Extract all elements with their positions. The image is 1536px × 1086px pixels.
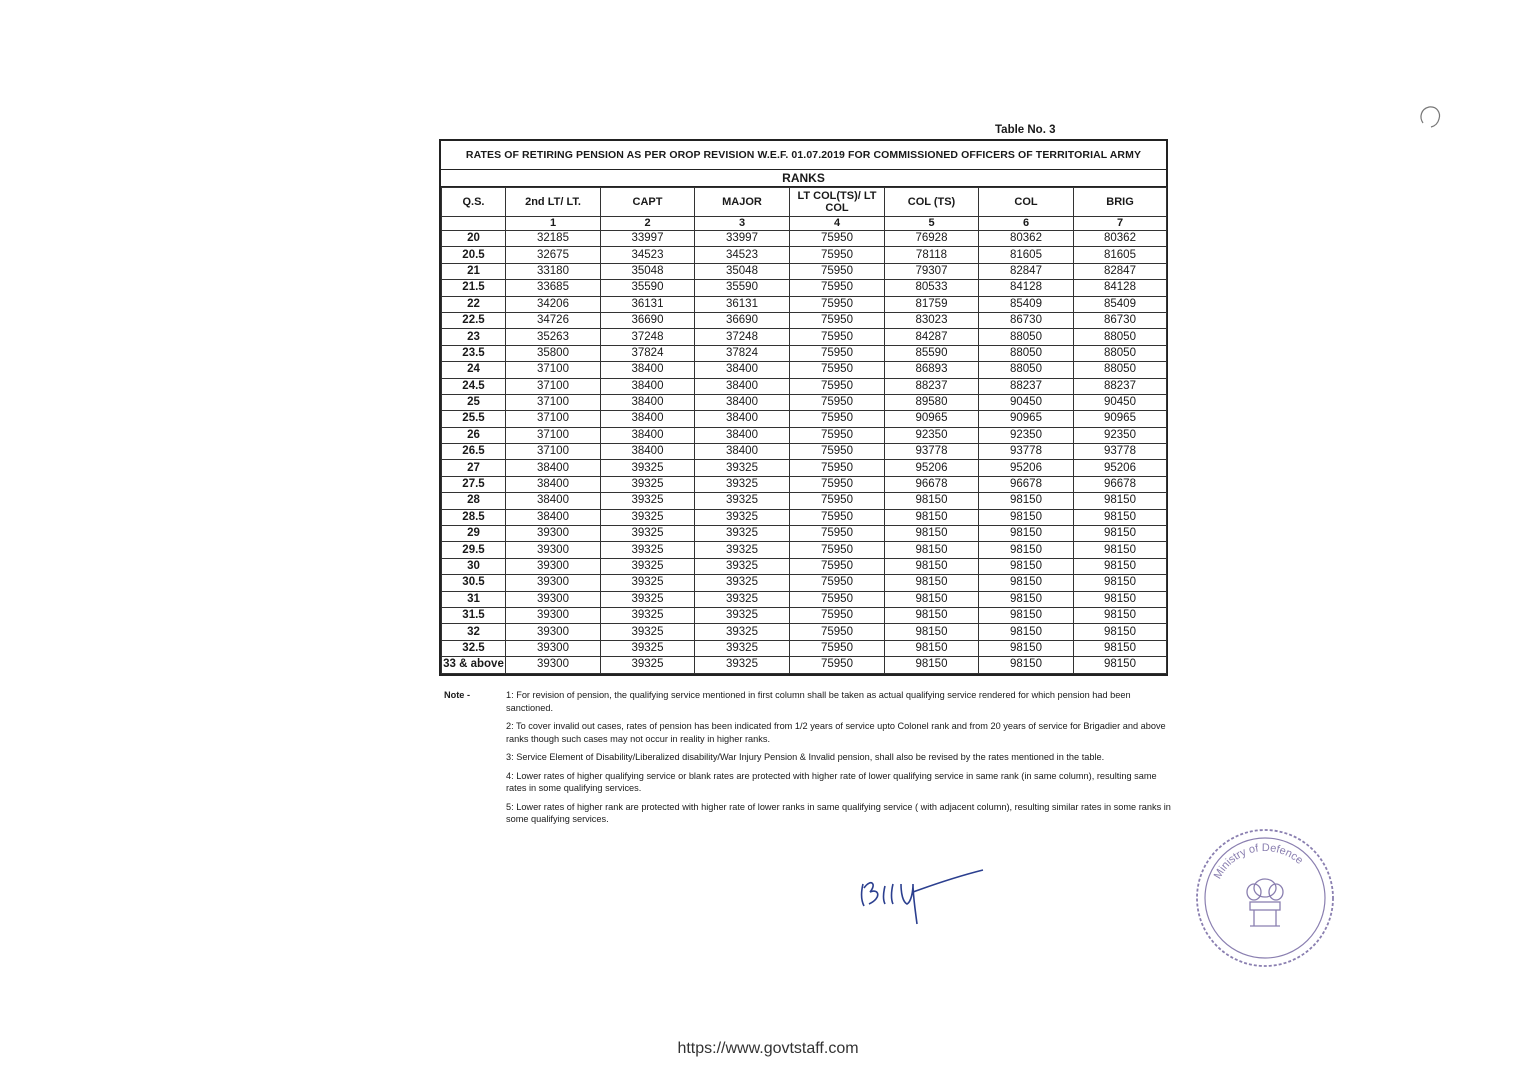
pension-rate-cell: 39300: [506, 575, 601, 591]
pension-rate-cell: 39325: [601, 640, 695, 656]
pension-rate-cell: 33180: [506, 263, 601, 279]
pension-rate-cell: 98150: [885, 526, 979, 542]
pension-rate-cell: 98150: [885, 624, 979, 640]
pension-rate-cell: 39325: [695, 607, 790, 623]
pension-rate-cell: 98150: [885, 657, 979, 673]
pension-rate-cell: 83023: [885, 312, 979, 328]
pension-rate-cell: 88050: [1074, 362, 1167, 378]
pension-rate-cell: 80533: [885, 280, 979, 296]
pension-rate-cell: 38400: [506, 476, 601, 492]
pension-rate-cell: 88237: [1074, 378, 1167, 394]
qualifying-service-cell: 20.5: [442, 247, 506, 263]
pension-rate-cell: 92350: [1074, 427, 1167, 443]
table-row: [442, 460, 1167, 476]
pension-rate-cell: 39325: [601, 526, 695, 542]
pension-rate-cell: 86730: [1074, 312, 1167, 328]
seal-lettering: Ministry of Defence: [1211, 841, 1306, 882]
pension-rate-cell: 75950: [790, 247, 885, 263]
pension-rate-cell: 39325: [695, 624, 790, 640]
column-number: 3: [695, 217, 790, 231]
pension-rate-cell: 81605: [1074, 247, 1167, 263]
pension-rate-cell: 75950: [790, 493, 885, 509]
table-row: [442, 280, 1167, 296]
pension-rate-cell: 75950: [790, 444, 885, 460]
pension-rate-cell: 39300: [506, 624, 601, 640]
pension-rate-cell: 76928: [885, 231, 979, 247]
pension-rate-cell: 38400: [695, 444, 790, 460]
table-title: RATES OF RETIRING PENSION AS PER OROP REVISION W.E.F. 01.07.2019 FOR COMMISSIONED OFFICERS OF TERRITORIAL ARMY: [441, 141, 1166, 170]
official-seal: [1190, 826, 1340, 976]
note-item: 5: Lower rates of higher rank are protected with higher rate of lower ranks in same qualifying service ( with adjacent column), resulting similar rates in some ranks in some qualifying services.: [506, 801, 1171, 824]
pension-rate-cell: 38400: [601, 427, 695, 443]
pension-rate-cell: 81605: [979, 247, 1074, 263]
notes-section: [444, 689, 1174, 832]
pension-rate-cell: 37248: [695, 329, 790, 345]
pension-rate-cell: 39325: [601, 591, 695, 607]
pension-rate-cell: 88237: [885, 378, 979, 394]
pension-rate-cell: 98150: [885, 542, 979, 558]
qualifying-service-cell: 27.5: [442, 476, 506, 492]
pension-rate-cell: 33997: [601, 231, 695, 247]
pension-rate-cell: 75950: [790, 394, 885, 410]
column-number: 1: [506, 217, 601, 231]
pension-rate-cell: 35048: [695, 263, 790, 279]
pension-rate-cell: 38400: [601, 444, 695, 460]
pension-rate-cell: 93778: [1074, 444, 1167, 460]
table-row: [442, 394, 1167, 410]
pension-rate-cell: 36690: [601, 312, 695, 328]
column-number-row: [442, 217, 1167, 231]
pension-rate-cell: 75950: [790, 411, 885, 427]
pension-rate-cell: 98150: [885, 607, 979, 623]
pension-rate-cell: 38400: [695, 427, 790, 443]
pension-rate-cell: 39325: [601, 607, 695, 623]
note-label: Note -: [444, 690, 471, 700]
table-row: [442, 362, 1167, 378]
pension-rate-cell: 88050: [1074, 329, 1167, 345]
pension-rate-cell: 82847: [979, 263, 1074, 279]
pension-rate-cell: 75950: [790, 280, 885, 296]
pension-rate-cell: 98150: [979, 542, 1074, 558]
pension-rate-cell: 75950: [790, 312, 885, 328]
pension-rate-cell: 90965: [885, 411, 979, 427]
qualifying-service-cell: 22: [442, 296, 506, 312]
pension-rate-cell: 80362: [1074, 231, 1167, 247]
pension-rate-cell: 75950: [790, 231, 885, 247]
pension-rate-cell: 37100: [506, 411, 601, 427]
pension-rate-cell: 81759: [885, 296, 979, 312]
pension-rate-cell: 75950: [790, 657, 885, 673]
pension-rate-cell: 33685: [506, 280, 601, 296]
pension-rate-cell: 38400: [601, 362, 695, 378]
emblem-icon: [1247, 879, 1283, 926]
column-header: [790, 188, 885, 217]
pension-rate-cell: 35590: [601, 280, 695, 296]
pension-rate-cell: 39325: [601, 624, 695, 640]
pension-rate-cell: 37824: [695, 345, 790, 361]
pension-rate-cell: 39300: [506, 558, 601, 574]
pension-rate-cell: 39300: [506, 607, 601, 623]
pension-rate-cell: 39325: [695, 657, 790, 673]
pension-rates-table: [441, 187, 1167, 674]
qualifying-service-cell: 25: [442, 394, 506, 410]
qualifying-service-cell: 30: [442, 558, 506, 574]
pension-rate-cell: 98150: [979, 640, 1074, 656]
pension-rate-cell: 98150: [1074, 624, 1167, 640]
column-header: CAPT: [601, 188, 695, 217]
pension-rate-cell: 79307: [885, 263, 979, 279]
table-row: [442, 444, 1167, 460]
pension-rate-cell: 75950: [790, 329, 885, 345]
pension-rate-cell: 75950: [790, 624, 885, 640]
pension-rate-cell: 34523: [695, 247, 790, 263]
table-row: [442, 296, 1167, 312]
pension-rate-cell: 35590: [695, 280, 790, 296]
pension-rate-cell: 88050: [979, 345, 1074, 361]
qualifying-service-cell: 27: [442, 460, 506, 476]
qualifying-service-cell: 21.5: [442, 280, 506, 296]
table-row: [442, 591, 1167, 607]
pension-rate-cell: 39300: [506, 526, 601, 542]
pension-rate-cell: 32675: [506, 247, 601, 263]
pension-rate-cell: 98150: [979, 575, 1074, 591]
note-list: [506, 689, 1174, 826]
pension-rate-cell: 38400: [601, 394, 695, 410]
pension-rate-cell: 95206: [979, 460, 1074, 476]
pension-rate-cell: 84128: [979, 280, 1074, 296]
pension-rate-cell: 75950: [790, 575, 885, 591]
pension-rate-cell: 98150: [885, 509, 979, 525]
qualifying-service-cell: 29: [442, 526, 506, 542]
pension-rate-cell: 75950: [790, 607, 885, 623]
column-header: COL (TS): [885, 188, 979, 217]
qualifying-service-cell: 24: [442, 362, 506, 378]
pension-rate-cell: 84128: [1074, 280, 1167, 296]
pension-rate-cell: 98150: [1074, 558, 1167, 574]
pension-rate-cell: 39325: [601, 476, 695, 492]
pension-rate-cell: 98150: [1074, 640, 1167, 656]
note-item: 2: To cover invalid out cases, rates of pension has been indicated from 1/2 years of service upto Colonel rank and from 20 years of service for Brigadier and above ranks though such cases may not occur in reality in higher ranks.: [506, 721, 1166, 744]
qualifying-service-cell: 24.5: [442, 378, 506, 394]
pension-rate-cell: 75950: [790, 476, 885, 492]
pension-rate-cell: 75950: [790, 509, 885, 525]
table-row: [442, 558, 1167, 574]
pension-rate-cell: 39325: [695, 575, 790, 591]
pension-rate-cell: 75950: [790, 427, 885, 443]
qualifying-service-cell: 26: [442, 427, 506, 443]
column-header: BRIG: [1074, 188, 1167, 217]
pension-rate-cell: 39325: [695, 591, 790, 607]
note-item: 3: Service Element of Disability/Liberalized disability/War Injury Pension & Invalid pension, shall also be revised by the rates mentioned in the table.: [506, 752, 1105, 762]
pension-rate-cell: 96678: [979, 476, 1074, 492]
pension-rate-cell: 98150: [1074, 591, 1167, 607]
pension-rate-cell: 39325: [601, 575, 695, 591]
pension-rate-cell: 98150: [885, 591, 979, 607]
pension-rate-cell: 92350: [979, 427, 1074, 443]
pension-rate-cell: 98150: [1074, 509, 1167, 525]
table-row: [442, 509, 1167, 525]
pension-rate-cell: 90965: [1074, 411, 1167, 427]
table-number: Table No. 3: [995, 124, 1056, 136]
pension-rate-cell: 34523: [601, 247, 695, 263]
note-item: 4: Lower rates of higher qualifying service or blank rates are protected with higher rate of lower qualifying service in same rank (in same column), resulting same rates in some qualifying services.: [506, 770, 1157, 793]
header-row: [442, 188, 1167, 217]
table-row: [442, 657, 1167, 673]
pension-rate-cell: 98150: [1074, 607, 1167, 623]
pension-rate-cell: 39325: [601, 542, 695, 558]
table-row: [442, 575, 1167, 591]
table-row: [442, 607, 1167, 623]
pension-rate-cell: 38400: [695, 411, 790, 427]
pension-rate-cell: 38400: [695, 378, 790, 394]
pension-rate-cell: 88050: [1074, 345, 1167, 361]
pension-rate-cell: 86730: [979, 312, 1074, 328]
pension-rate-cell: 98150: [885, 640, 979, 656]
pension-rate-cell: 98150: [1074, 526, 1167, 542]
pension-rate-cell: 39325: [695, 493, 790, 509]
column-header: MAJOR: [695, 188, 790, 217]
pension-rate-cell: 80362: [979, 231, 1074, 247]
pension-rate-cell: 37100: [506, 378, 601, 394]
pension-rate-cell: 39325: [695, 558, 790, 574]
pension-rate-cell: 89580: [885, 394, 979, 410]
footer-url: https://www.govtstaff.com: [677, 1040, 859, 1057]
pension-rate-cell: 75950: [790, 558, 885, 574]
table-row: [442, 493, 1167, 509]
pension-rate-cell: 96678: [1074, 476, 1167, 492]
pension-rate-cell: 98150: [1074, 542, 1167, 558]
pension-rate-cell: 37248: [601, 329, 695, 345]
pension-rate-cell: 36131: [695, 296, 790, 312]
pension-table-panel: [439, 139, 1168, 676]
qualifying-service-cell: 28.5: [442, 509, 506, 525]
pension-rate-cell: 36690: [695, 312, 790, 328]
pension-rate-cell: 39325: [695, 542, 790, 558]
pension-rate-cell: 90450: [1074, 394, 1167, 410]
pension-rate-cell: 98150: [885, 493, 979, 509]
table-row: [442, 231, 1167, 247]
pension-rate-cell: 88050: [979, 362, 1074, 378]
pension-rate-cell: 39325: [601, 509, 695, 525]
pension-rate-cell: 75950: [790, 378, 885, 394]
pension-rate-cell: 90450: [979, 394, 1074, 410]
pension-rate-cell: 39300: [506, 640, 601, 656]
pension-rate-cell: 39325: [601, 558, 695, 574]
pension-rate-cell: 34726: [506, 312, 601, 328]
pension-rate-cell: 98150: [979, 558, 1074, 574]
pension-rate-cell: 84287: [885, 329, 979, 345]
pension-rate-cell: 32185: [506, 231, 601, 247]
table-row: [442, 640, 1167, 656]
qualifying-service-cell: 31: [442, 591, 506, 607]
qualifying-service-cell: 33 & above: [442, 657, 506, 673]
table-row: [442, 378, 1167, 394]
pension-rate-cell: 90965: [979, 411, 1074, 427]
table-row: [442, 476, 1167, 492]
pension-rate-cell: 75950: [790, 263, 885, 279]
pension-rate-cell: 82847: [1074, 263, 1167, 279]
pension-rate-cell: 39325: [695, 460, 790, 476]
pension-rate-cell: 75950: [790, 362, 885, 378]
pension-rate-cell: 75950: [790, 640, 885, 656]
pension-rate-cell: 78118: [885, 247, 979, 263]
qualifying-service-cell: 20: [442, 231, 506, 247]
pension-rate-cell: 38400: [506, 493, 601, 509]
qualifying-service-cell: 22.5: [442, 312, 506, 328]
table-body: [442, 231, 1167, 674]
table-row: [442, 411, 1167, 427]
pension-rate-cell: 38400: [695, 362, 790, 378]
table-row: [442, 526, 1167, 542]
pension-rate-cell: 98150: [979, 509, 1074, 525]
pension-rate-cell: 75950: [790, 460, 885, 476]
signature: [855, 862, 990, 932]
column-number: 5: [885, 217, 979, 231]
pension-rate-cell: 35048: [601, 263, 695, 279]
pension-rate-cell: 98150: [885, 575, 979, 591]
qualifying-service-cell: 29.5: [442, 542, 506, 558]
pension-rate-cell: 75950: [790, 345, 885, 361]
pension-rate-cell: 93778: [979, 444, 1074, 460]
pension-rate-cell: 39325: [695, 476, 790, 492]
pension-rate-cell: 35800: [506, 345, 601, 361]
pension-rate-cell: 38400: [506, 509, 601, 525]
pension-rate-cell: 88050: [979, 329, 1074, 345]
pension-rate-cell: 37100: [506, 394, 601, 410]
qualifying-service-cell: 32: [442, 624, 506, 640]
pension-rate-cell: 37100: [506, 444, 601, 460]
qualifying-service-cell: 28: [442, 493, 506, 509]
qualifying-service-cell: 30.5: [442, 575, 506, 591]
pension-rate-cell: 39325: [601, 460, 695, 476]
qualifying-service-cell: 21: [442, 263, 506, 279]
table-row: [442, 247, 1167, 263]
pension-rate-cell: 98150: [1074, 493, 1167, 509]
table-row: [442, 263, 1167, 279]
pension-rate-cell: 39325: [695, 509, 790, 525]
pension-rate-cell: 98150: [1074, 657, 1167, 673]
qualifying-service-cell: 26.5: [442, 444, 506, 460]
table-row: [442, 542, 1167, 558]
pension-rate-cell: 85409: [979, 296, 1074, 312]
pension-rate-cell: 98150: [979, 591, 1074, 607]
column-header: Q.S.: [442, 188, 506, 217]
pension-rate-cell: 36131: [601, 296, 695, 312]
pension-rate-cell: 85409: [1074, 296, 1167, 312]
table-row: [442, 427, 1167, 443]
column-number: 6: [979, 217, 1074, 231]
qualifying-service-cell: 31.5: [442, 607, 506, 623]
pension-rate-cell: 39325: [601, 493, 695, 509]
pension-rate-cell: 75950: [790, 526, 885, 542]
pension-rate-cell: 98150: [979, 607, 1074, 623]
qualifying-service-cell: 23: [442, 329, 506, 345]
pension-rate-cell: 92350: [885, 427, 979, 443]
pension-rate-cell: 35263: [506, 329, 601, 345]
pension-rate-cell: 75950: [790, 542, 885, 558]
pension-rate-cell: 93778: [885, 444, 979, 460]
column-header-text: LT COL(TS)/ LT COL: [797, 190, 877, 214]
column-number: 4: [790, 217, 885, 231]
pension-rate-cell: 39325: [695, 640, 790, 656]
pension-rate-cell: 98150: [979, 493, 1074, 509]
pension-rate-cell: 38400: [601, 411, 695, 427]
punch-hole-mark: [1417, 103, 1443, 129]
pension-rate-cell: 98150: [885, 558, 979, 574]
note-item: 1: For revision of pension, the qualifying service mentioned in first column shall be taken as actual qualifying service rendered for which pension had been sanctioned.: [506, 690, 1131, 713]
qualifying-service-cell: 32.5: [442, 640, 506, 656]
pension-rate-cell: 39325: [695, 526, 790, 542]
pension-rate-cell: 34206: [506, 296, 601, 312]
qualifying-service-cell: 23.5: [442, 345, 506, 361]
pension-rate-cell: 98150: [979, 624, 1074, 640]
pension-rate-cell: 95206: [1074, 460, 1167, 476]
pension-rate-cell: 95206: [885, 460, 979, 476]
pension-rate-cell: 38400: [506, 460, 601, 476]
table-row: [442, 345, 1167, 361]
column-header: 2nd LT/ LT.: [506, 188, 601, 217]
pension-rate-cell: 33997: [695, 231, 790, 247]
table-row: [442, 624, 1167, 640]
pension-rate-cell: 37824: [601, 345, 695, 361]
table-row: [442, 329, 1167, 345]
pension-rate-cell: 98150: [979, 526, 1074, 542]
column-number: 7: [1074, 217, 1167, 231]
table-row: [442, 312, 1167, 328]
pension-rate-cell: 88237: [979, 378, 1074, 394]
column-number: [442, 217, 506, 231]
pension-rate-cell: 38400: [601, 378, 695, 394]
pension-rate-cell: 39300: [506, 542, 601, 558]
pension-rate-cell: 75950: [790, 591, 885, 607]
pension-rate-cell: 39325: [601, 657, 695, 673]
pension-rate-cell: 39300: [506, 657, 601, 673]
pension-rate-cell: 39300: [506, 591, 601, 607]
pension-rate-cell: 98150: [979, 657, 1074, 673]
column-header: COL: [979, 188, 1074, 217]
pension-rate-cell: 37100: [506, 362, 601, 378]
pension-rate-cell: 86893: [885, 362, 979, 378]
ranks-heading: RANKS: [441, 170, 1166, 187]
pension-rate-cell: 85590: [885, 345, 979, 361]
pension-rate-cell: 75950: [790, 296, 885, 312]
pension-rate-cell: 96678: [885, 476, 979, 492]
pension-rate-cell: 38400: [695, 394, 790, 410]
qualifying-service-cell: 25.5: [442, 411, 506, 427]
pension-rate-cell: 37100: [506, 427, 601, 443]
pension-rate-cell: 98150: [1074, 575, 1167, 591]
column-number: 2: [601, 217, 695, 231]
